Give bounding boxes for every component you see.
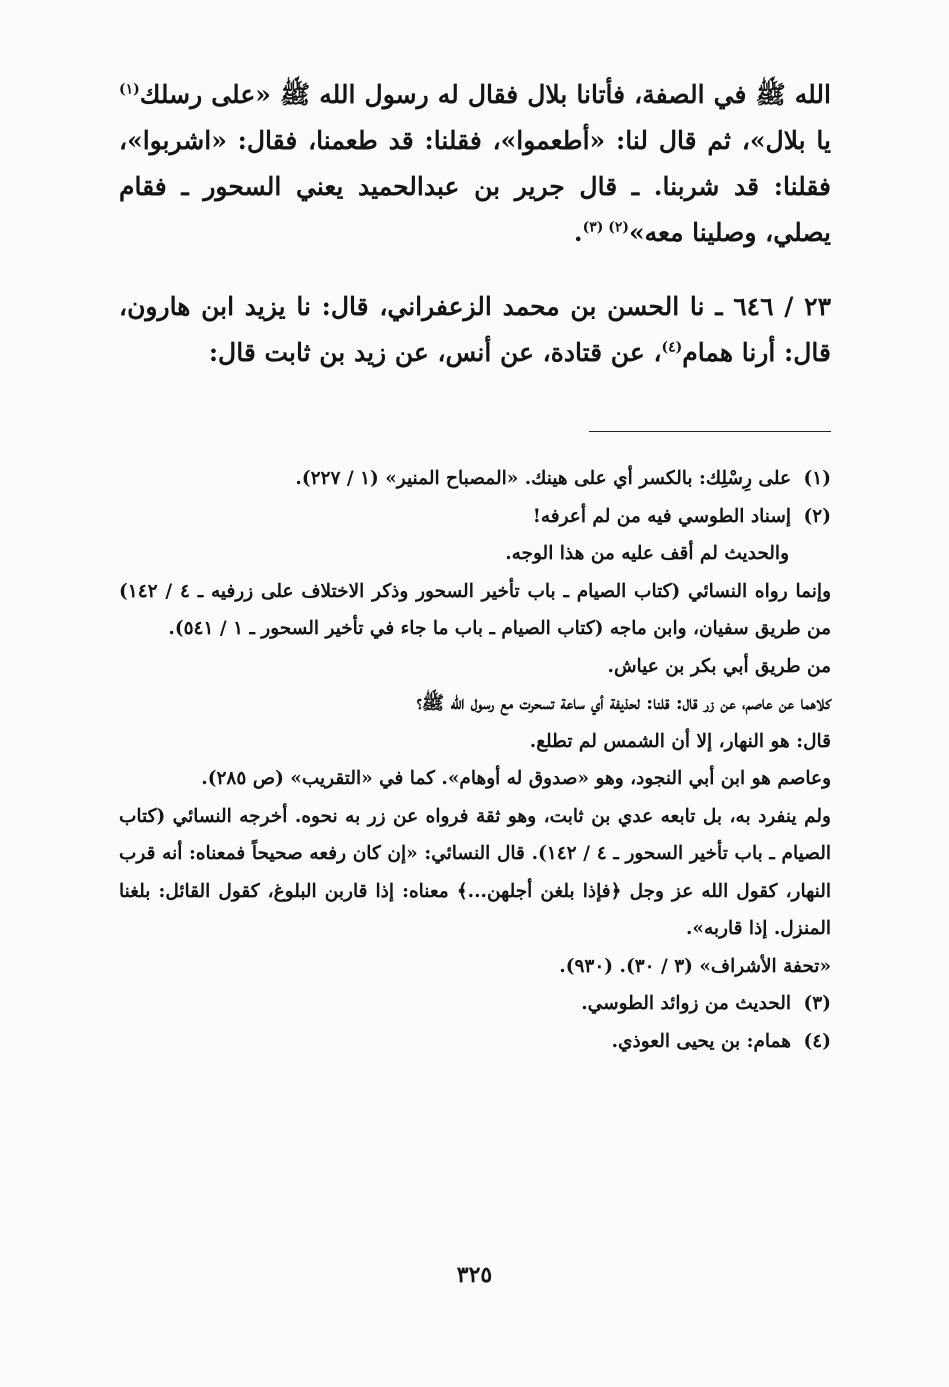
page-number: ٣٢٥ — [456, 1262, 493, 1288]
footnote-2-line: كلاهما عن عاصم، عن زر قال: قلنا: لحذيفة أي ساعة تسحرت مع رسول الله ﷺ؟ — [416, 693, 831, 714]
hadith-paragraph-2: ٢٣ / ٦٤٦ ـ نا الحسن بن محمد الزعفراني، قال: نا يزيد ابن هارون، قال: أرنا همام$^{(٤)}$، عن قتادة، عن أنس، عن زيد بن ثابت قال: — [119, 292, 831, 367]
footnote-2-line: والحديث لم أقف عليه من هذا الوجه. — [505, 543, 789, 564]
footnote-2-line: ولم ينفرد به، بل تابعه عدي بن ثابت، وهو ثقة فرواه عن زر به نحوه. أخرجه النسائي (كتاب الصيام ـ باب تأخير السحور ـ ٤ / ١٤٢). قال النسائي: «إن كان رفعه صحيحاً فمعناه: أنه قرب النهار، كقول الله عز وجل ﴿فإذا بلغن أجلهن...﴾ معناه: إذا قاربن البلوغ، كقول القائل: بلغنا المنزل. إذا قاربه». — [119, 805, 832, 939]
footnote-4: (٤)همام: بن يحيى العوذي. — [611, 1030, 831, 1052]
footnote-divider — [589, 431, 831, 432]
footnote-1: (١)على رِسْلِك: بالكسر أي على هينك. «المصباح المنير» (١ / ٢٢٧). — [295, 468, 831, 489]
hadith-paragraph-1: الله ﷺ في الصفة، فأتانا بلال فقال له رسول الله ﷺ «على رسلك$^{(١)}$ يا بلال»، ثم قال لنا: «أطعموا»، فقلنا: قد طعمنا، فقال: «اشربوا»، فقلنا: قد شربنا. ـ قال جرير بن عبدالحميد يعني السحور ـ فقام يصلي، وصلينا معه»$^{(٢) (٣)}$. — [119, 80, 832, 247]
footnote-ref-4[interactable]: (٤) — [661, 339, 683, 356]
main-text — [119, 72, 831, 376]
footnote-2: (٢)إسناد الطوسي فيه من لم أعرفه! — [532, 505, 831, 527]
footnote-2-line: «تحفة الأشراف» (٣ / ٣٠). (٩٣٠). — [559, 955, 831, 977]
footnote-ref-2-3[interactable]: (٢) (٣) — [582, 219, 629, 236]
footnotes — [119, 460, 831, 1060]
footnote-2-line: وإنما رواه النسائي (كتاب الصيام ـ باب تأخير السحور وذكر الاختلاف على زرفيه ـ ٤ / ١٤٢) من طريق سفيان، وابن ماجه (كتاب الصيام ـ باب ما جاء في تأخير السحور ـ ١ / ٥٤١). — [119, 580, 831, 639]
footnote-3: (٣)الحديث من زوائد الطوسي. — [581, 993, 831, 1014]
footnote-2-line: وعاصم هو ابن أبي النجود، وهو «صدوق له أوهام». كما في «التقريب» (ص ٢٨٥). — [201, 768, 831, 789]
footnote-2-line: قال: هو النهار، إلا أن الشمس لم تطلع. — [529, 730, 831, 752]
footnote-ref-1[interactable]: (١) — [119, 81, 140, 98]
footnote-2-line: من طريق أبي بكر بن عياش. — [607, 655, 831, 677]
